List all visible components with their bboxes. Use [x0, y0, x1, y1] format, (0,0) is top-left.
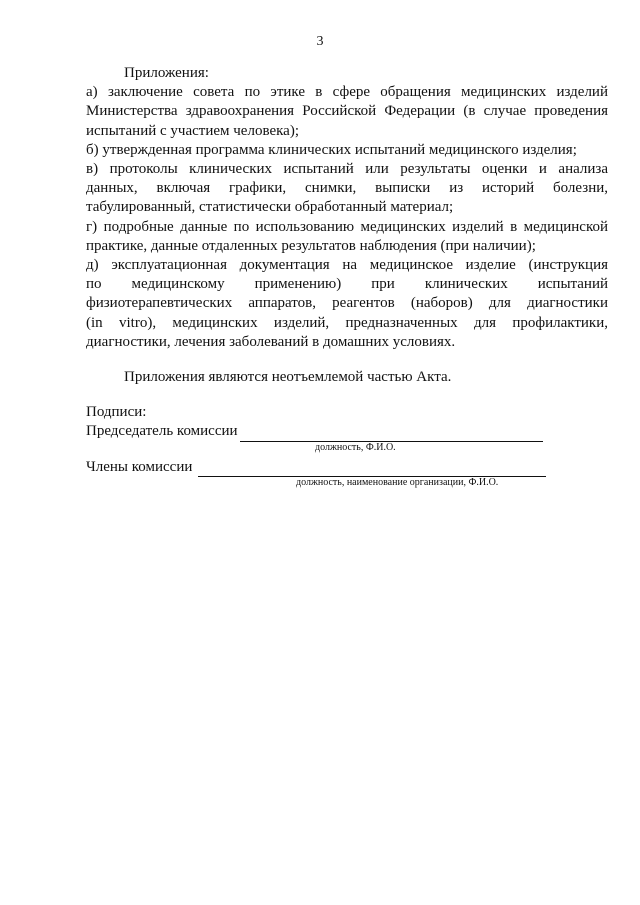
appendix-item-a-line-2: Министерства здравоохранения Российской Федерации (в случае проведения [86, 103, 608, 120]
appendix-item-d [86, 218, 608, 256]
members-label: Члены комиссии [86, 458, 193, 475]
appendix-item-c-line-3: табулированный, статистически обработанный материал; [86, 199, 454, 216]
appendix-item-d-text-1: подробные данные по использованию медицинских изделий в медицинской [103, 218, 609, 235]
appendix-item-b-line-1 [86, 141, 608, 160]
appendix-item-c-marker: в) [86, 161, 99, 178]
appendix-item-c-text-1: протоколы клинических испытаний или результаты оценки и анализа [109, 161, 609, 178]
appendix-item-b-marker: б) [86, 141, 99, 158]
appendix-item-a-marker: а) [86, 84, 98, 101]
chairman-label: Председатель комиссии [86, 423, 238, 440]
appendices-statement: Приложения являются неотъемлемой частью Акта. [124, 369, 452, 386]
appendix-item-e-line-5: диагностики, лечения заболеваний в домашних условиях. [86, 333, 456, 350]
document-body [86, 64, 608, 489]
appendix-item-a-line-3: испытаний с участием человека); [86, 122, 299, 139]
appendix-item-c-line-1 [86, 160, 608, 179]
appendix-item-e-line-1 [86, 256, 608, 275]
members-signature-field[interactable] [198, 461, 546, 477]
appendix-item-d-marker: г) [86, 218, 98, 235]
chairman-signature-field[interactable] [240, 426, 543, 442]
members-signature-line[interactable] [86, 458, 608, 477]
paragraph-spacer [86, 352, 608, 368]
appendix-item-a-text-1: заключение совета по этике в сфере обращения медицинских изделий [107, 84, 608, 101]
appendix-item-b-text-1: утвержденная программа клинических испытаний медицинского изделия; [102, 141, 577, 158]
appendix-item-b [86, 141, 608, 160]
appendix-item-d-line-2: практике, данные отдаленных результатов наблюдения (при наличии); [86, 237, 536, 254]
members-caption: должность, наименование организации, Ф.И.О. [296, 476, 499, 488]
appendix-item-a-line-1 [86, 83, 608, 102]
chairman-caption: должность, Ф.И.О. [315, 441, 396, 453]
appendix-item-e-line-2: по медицинскому применению) при клинических испытаний [86, 276, 608, 293]
signatures-label: Подписи: [86, 404, 147, 421]
appendix-item-c [86, 160, 608, 218]
appendix-item-e [86, 256, 608, 352]
appendix-item-c-line-2: данных, включая графики, снимки, выписки из историй болезни, [86, 180, 608, 197]
page-number: 3 [316, 34, 324, 49]
appendix-item-e-text-1: эксплуатационная документация на медицинское изделие (инструкция [111, 257, 608, 274]
appendix-item-a [86, 83, 608, 141]
appendix-item-e-line-3: физиотерапевтических аппаратов, реагентов (наборов) для диагностики [86, 295, 608, 312]
appendix-item-e-line-4: (in vitro), медицинских изделий, предназначенных для профилактики, [86, 314, 608, 331]
appendix-item-e-marker: д) [86, 257, 99, 274]
chairman-signature-line [86, 422, 608, 441]
appendices-heading: Приложения: [124, 65, 209, 81]
appendix-item-d-line-1 [86, 218, 608, 237]
signature-block [86, 403, 608, 489]
